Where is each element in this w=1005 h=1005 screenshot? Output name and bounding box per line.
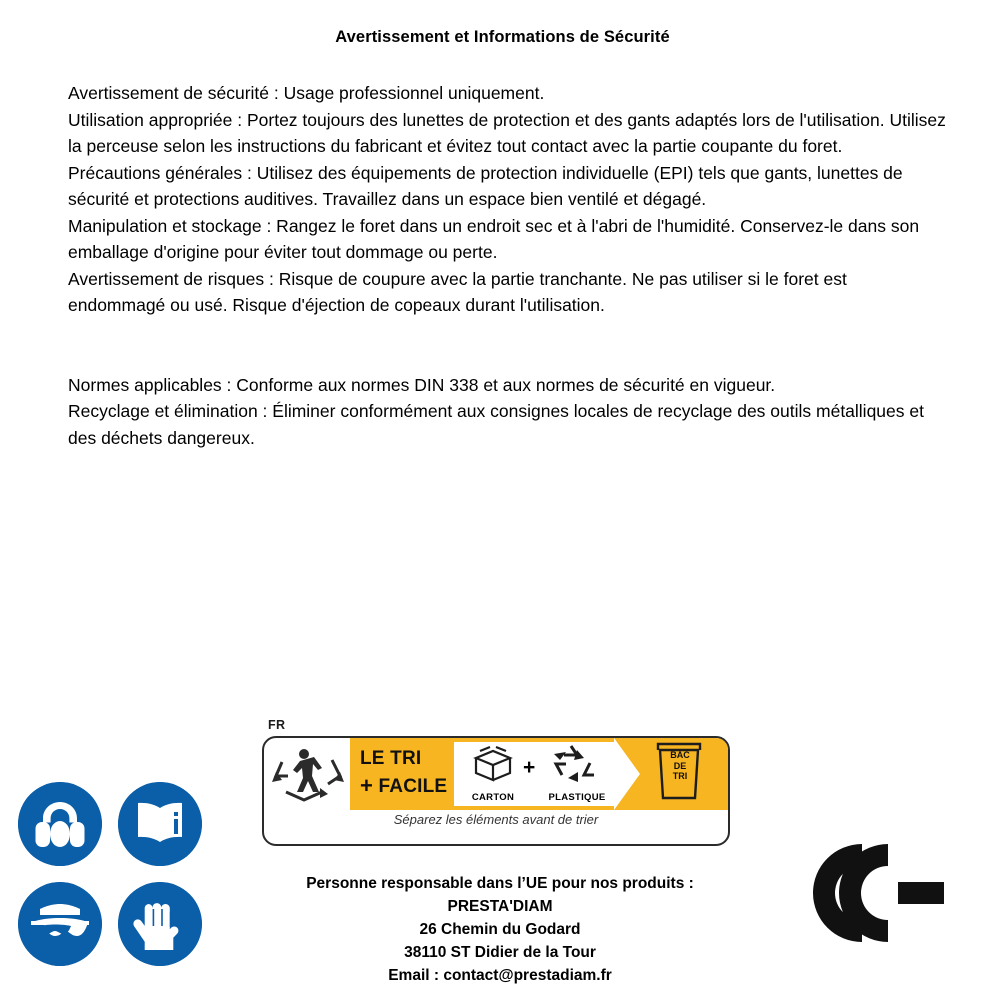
responsible-person-heading	[215, 872, 785, 895]
tri-headline	[360, 745, 452, 800]
email-address: contact@prestadiam.fr	[443, 967, 612, 984]
material-plastique	[544, 742, 610, 803]
label-language-tag: FR	[268, 718, 286, 732]
paragraph-handling-storage: Manipulation et stockage : Rangez le foret dans un endroit sec et à l'abri de l'humidité. Conservez-le dans son emballage d'origine pour éviter tout dommage ou perte.	[68, 215, 920, 262]
material-plastique-label: PLASTIQUE	[548, 792, 606, 803]
materials-plus-sign: +	[523, 756, 536, 779]
email-label: Email :	[388, 967, 444, 984]
sorting-bin-text	[660, 750, 700, 782]
tri-headline-line1: LE TRI	[360, 748, 422, 769]
ce-marking-icon	[800, 838, 960, 948]
tri-headline-line2: FACILE	[378, 776, 448, 797]
read-instructions-icon	[118, 782, 202, 866]
paragraph-recycling-disposal: Recyclage et élimination : Éliminer conformément aux consignes locales de recyclage des outils métalliques et des déchets dangereux.	[68, 401, 924, 448]
company-email-line	[215, 964, 785, 987]
triman-recycling-label	[262, 718, 732, 848]
company-name: PRESTA'DIAM	[447, 898, 553, 915]
tri-headline-plus: +	[360, 773, 374, 798]
bin-text-line2: DE	[673, 760, 687, 771]
material-carton-label: CARTON	[471, 792, 515, 803]
page-title: Avertissement et Informations de Sécurité	[335, 28, 670, 46]
paragraph-proper-use: Utilisation appropriée : Portez toujours des lunettes de protection et des gants adaptés lors de l'utilisation. Utilisez la perceuse selon les instructions du fabricant et évitez tout contact avec la partie coupante du foret.	[68, 109, 946, 156]
bin-text-line3: TRI	[672, 771, 688, 781]
safety-glasses-icon	[18, 882, 102, 966]
safety-information-text	[68, 80, 948, 451]
responsible-person-heading-ue: UE	[525, 875, 548, 892]
tri-label-footer: Séparez les éléments avant de trier	[393, 812, 599, 827]
paragraph-general-precautions: Précautions générales : Utilisez des équipements de protection individuelle (EPI) tels que gants, lunettes de sécurité et protections auditives. Travaillez dans un espace bien ventilé et dégagé.	[68, 162, 903, 209]
paragraph-risk-warning: Avertissement de risques : Risque de coupure avec la partie tranchante. Ne pas utiliser si le foret est endommagé ou usé. Risque d'éjection de copeaux durant l'utilisation.	[68, 268, 847, 315]
paragraph-safety-warning: Avertissement de sécurité : Usage professionnel uniquement.	[68, 83, 545, 103]
paragraph-applicable-standards: Normes applicables : Conforme aux normes DIN 338 et aux normes de sécurité en vigueur.	[68, 374, 776, 395]
ear-protection-icon	[18, 782, 102, 866]
responsible-person-heading-prefix: Personne responsable dans l’	[306, 875, 526, 892]
bin-text-line1: BAC	[670, 750, 690, 760]
company-address: 26 Chemin du Godard	[419, 921, 581, 938]
responsible-person-block	[215, 872, 785, 987]
material-carton	[460, 742, 526, 803]
triman-icon	[270, 742, 348, 806]
tri-label-box	[262, 736, 730, 846]
company-city: 38110 ST Didier de la Tour	[404, 944, 596, 961]
tri-arrow-shape	[614, 738, 640, 810]
protective-gloves-icon	[118, 882, 202, 966]
responsible-person-heading-suffix: pour nos produits :	[547, 875, 694, 892]
mandatory-action-pictograms	[18, 782, 208, 972]
